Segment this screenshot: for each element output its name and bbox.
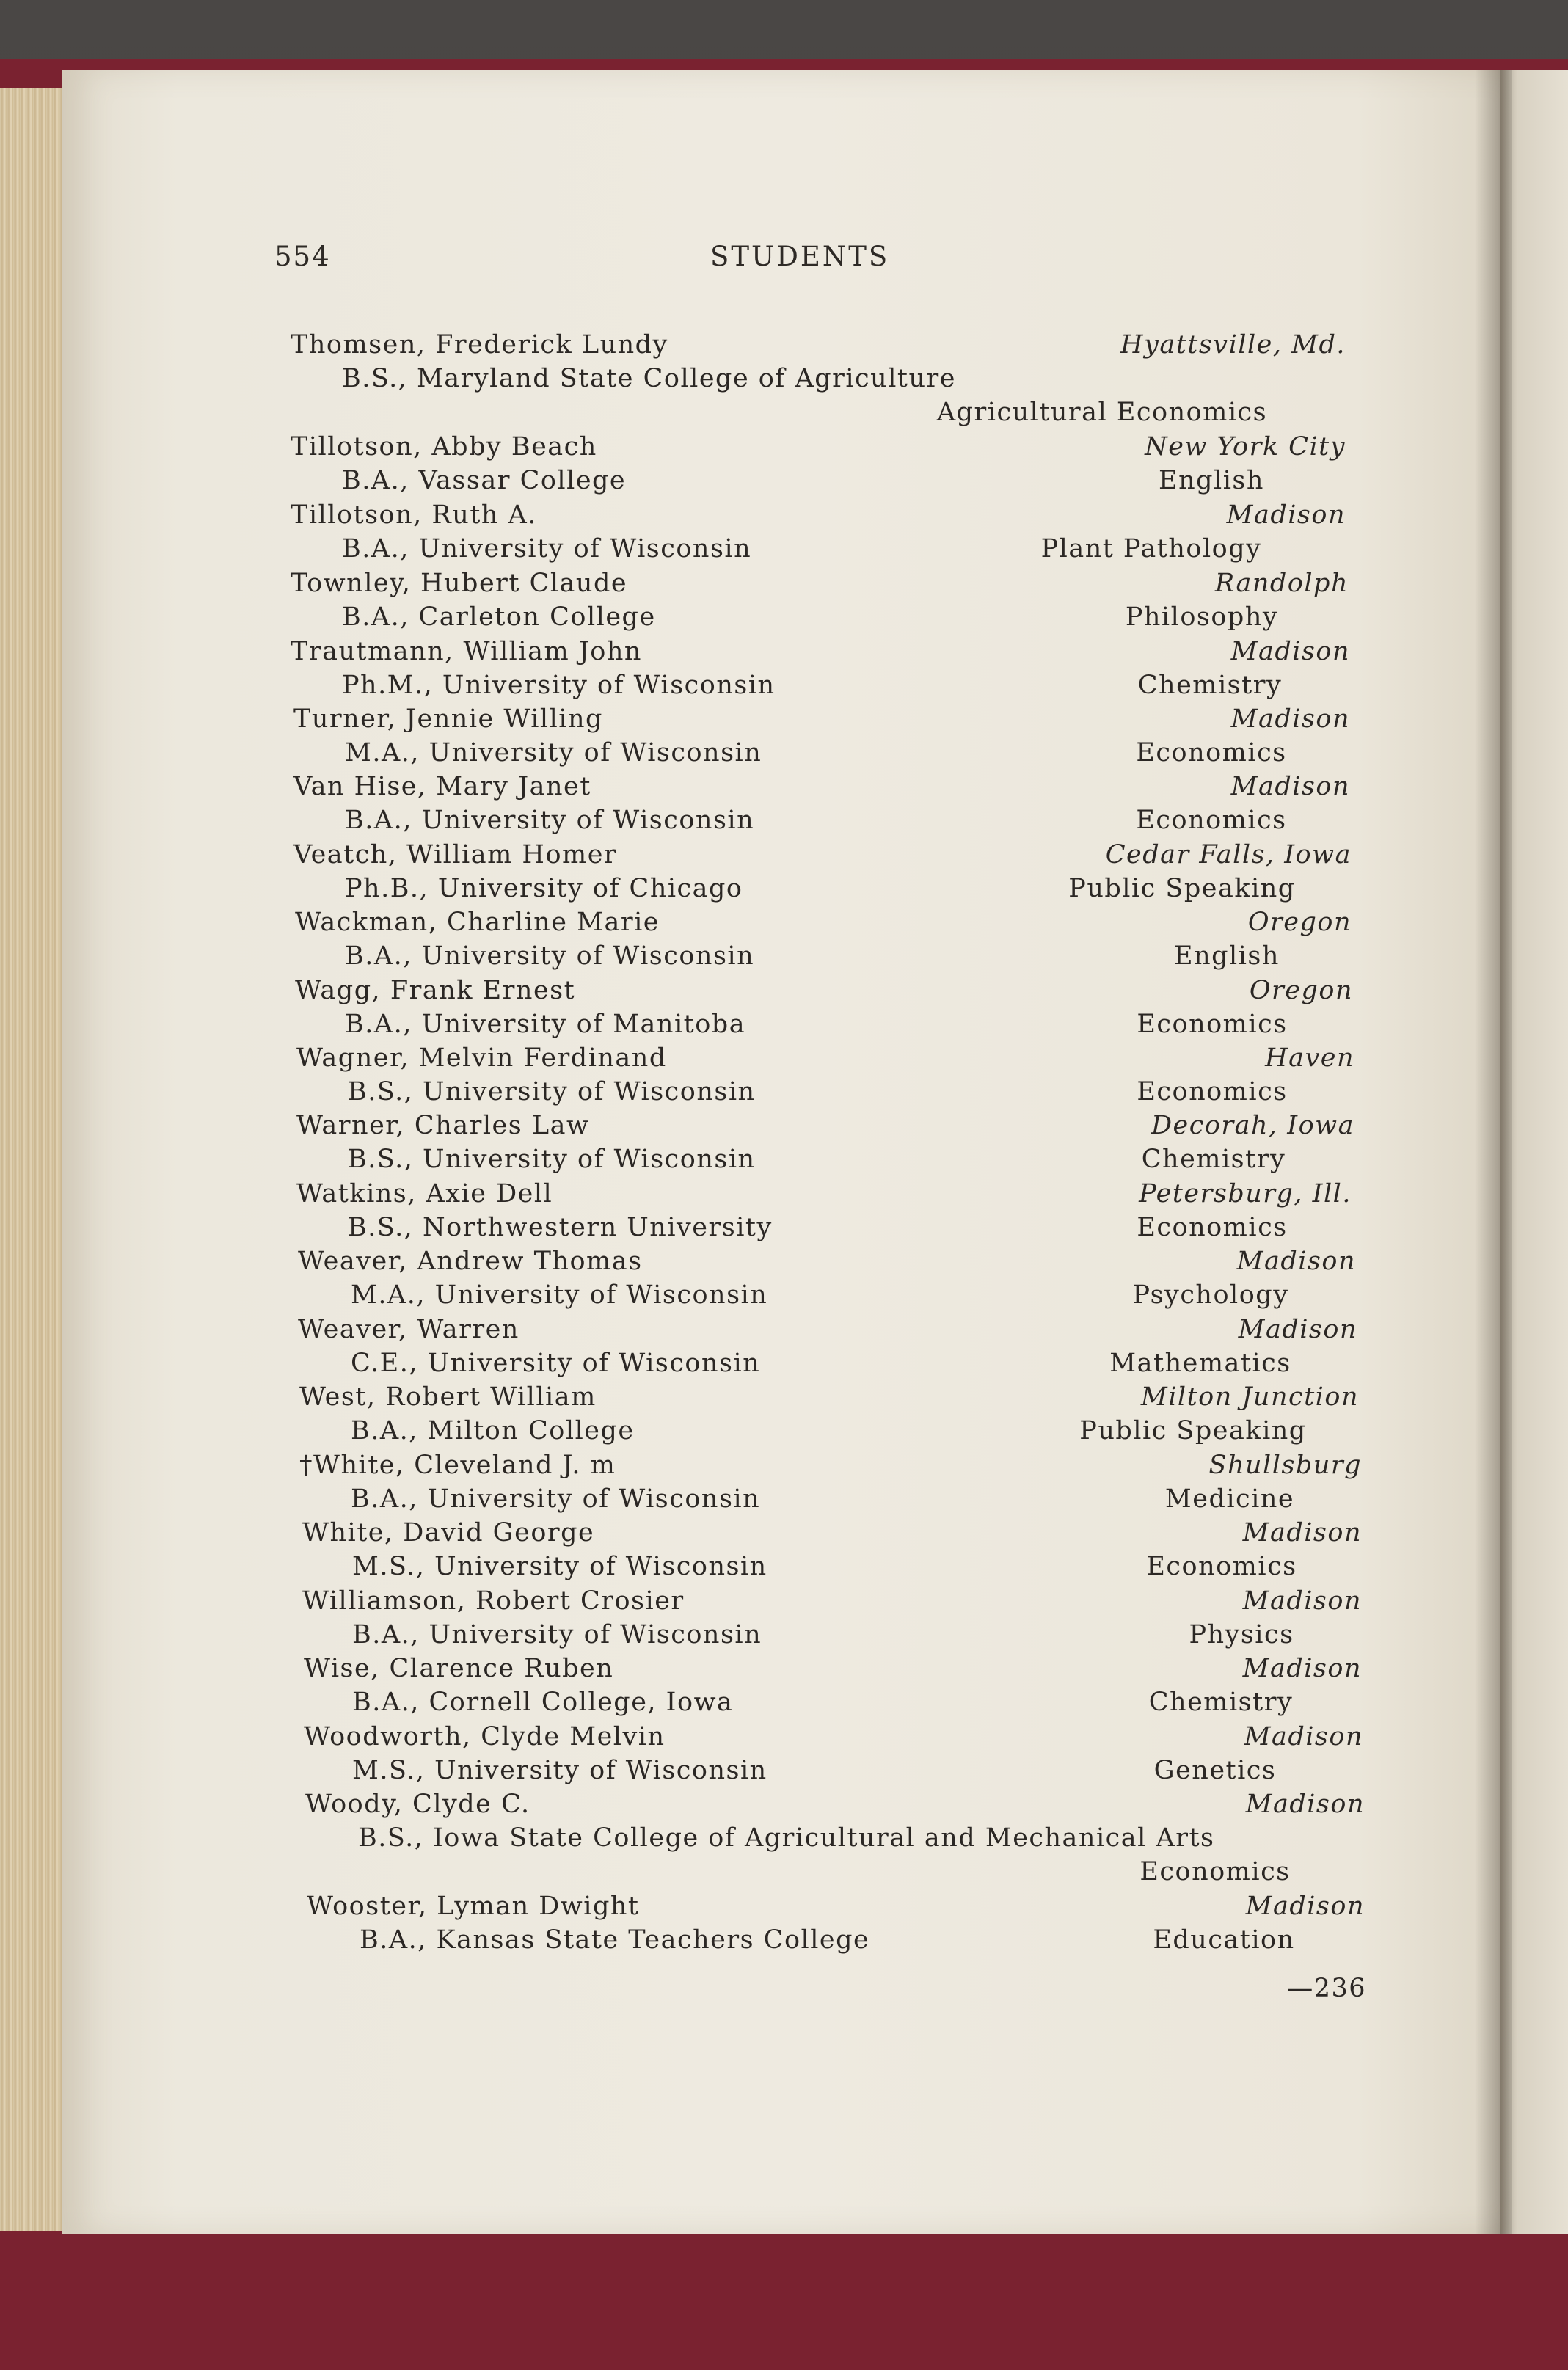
student-location: Shullsburg xyxy=(1208,1451,1362,1480)
student-name: West, Robert William xyxy=(299,1382,597,1412)
student-field: Philosophy xyxy=(1125,602,1279,632)
student-location: Decorah, Iowa xyxy=(1151,1111,1354,1140)
student-degree: B.A., University of Wisconsin xyxy=(342,534,752,564)
student-location: Madison xyxy=(1236,1247,1356,1276)
student-degree: B.A., Kansas State Teachers College xyxy=(360,1925,870,1955)
student-field: Chemistry xyxy=(1141,1145,1286,1174)
student-degree: Ph.M., University of Wisconsin xyxy=(342,671,776,700)
student-location: Madison xyxy=(1230,704,1350,734)
student-degree: B.A., Carleton College xyxy=(342,602,656,632)
student-field: Economics xyxy=(1146,1552,1297,1581)
student-name: Warner, Charles Law xyxy=(296,1111,590,1140)
student-degree: B.A., University of Wisconsin xyxy=(345,941,755,971)
student-degree: B.S., Iowa State College of Agricultural and Mechanical Arts xyxy=(358,1823,1215,1853)
student-location: Madison xyxy=(1242,1518,1362,1547)
student-degree: B.S., Maryland State College of Agriculture xyxy=(342,364,956,393)
student-field: Economics xyxy=(1139,1857,1291,1886)
student-name: Townley, Hubert Claude xyxy=(291,569,628,598)
student-field: Agricultural Economics xyxy=(936,398,1268,427)
student-field: Economics xyxy=(1136,738,1287,767)
student-name: Woody, Clyde C. xyxy=(305,1790,530,1819)
student-degree: Ph.B., University of Chicago xyxy=(345,874,743,903)
student-degree: B.A., University of Manitoba xyxy=(345,1010,746,1039)
student-location: Madison xyxy=(1245,1892,1365,1921)
student-field: Public Speaking xyxy=(1079,1416,1307,1445)
gutter-shadow xyxy=(1475,70,1512,2234)
student-degree: B.S., Northwestern University xyxy=(348,1213,773,1242)
student-name: Weaver, Warren xyxy=(298,1315,519,1344)
student-name: Wackman, Charline Marie xyxy=(295,908,660,937)
student-location: Hyattsville, Md. xyxy=(1120,330,1346,360)
student-degree: C.E., University of Wisconsin xyxy=(351,1349,761,1378)
student-field: Plant Pathology xyxy=(1040,534,1262,564)
student-name: †White, Cleveland J. m xyxy=(299,1451,616,1480)
student-name: Wise, Clarence Ruben xyxy=(304,1654,614,1683)
student-count: —236 xyxy=(1287,1974,1366,2003)
student-field: Genetics xyxy=(1153,1756,1277,1785)
student-location: Cedar Falls, Iowa xyxy=(1105,840,1352,869)
student-name: Tillotson, Abby Beach xyxy=(291,432,597,462)
student-location: Madison xyxy=(1226,500,1346,530)
student-location: Haven xyxy=(1265,1043,1354,1073)
student-field: English xyxy=(1174,941,1280,971)
student-name: Williamson, Robert Crosier xyxy=(302,1586,685,1616)
student-name: Van Hise, Mary Janet xyxy=(293,772,591,801)
student-degree: B.A., Vassar College xyxy=(342,466,627,495)
student-field: Psychology xyxy=(1132,1280,1289,1310)
student-degree: B.S., University of Wisconsin xyxy=(348,1145,756,1174)
student-degree: M.A., University of Wisconsin xyxy=(345,738,762,767)
student-degree: M.S., University of Wisconsin xyxy=(352,1552,767,1581)
student-location: New York City xyxy=(1145,432,1346,462)
student-name: Veatch, William Homer xyxy=(293,840,618,869)
student-field: English xyxy=(1159,466,1264,495)
student-field: Economics xyxy=(1136,806,1287,835)
student-field: Economics xyxy=(1137,1213,1288,1242)
student-degree: B.A., Cornell College, Iowa xyxy=(352,1688,734,1717)
student-field: Economics xyxy=(1137,1010,1288,1039)
student-field: Education xyxy=(1153,1925,1295,1955)
student-name: Turner, Jennie Willing xyxy=(293,704,603,734)
student-name: Wooster, Lyman Dwight xyxy=(307,1892,640,1921)
student-location: Madison xyxy=(1230,637,1350,666)
student-field: Chemistry xyxy=(1137,671,1283,700)
student-location: Madison xyxy=(1242,1586,1362,1616)
student-name: Watkins, Axie Dell xyxy=(296,1179,553,1208)
student-degree: B.A., University of Wisconsin xyxy=(352,1620,762,1649)
student-location: Milton Junction xyxy=(1140,1382,1359,1412)
student-name: Weaver, Andrew Thomas xyxy=(298,1247,643,1276)
student-field: Mathematics xyxy=(1109,1349,1291,1378)
student-location: Oregon xyxy=(1247,908,1352,937)
student-field: Physics xyxy=(1189,1620,1294,1649)
student-degree: M.A., University of Wisconsin xyxy=(351,1280,768,1310)
student-degree: B.A., University of Wisconsin xyxy=(351,1484,761,1514)
running-title: STUDENTS xyxy=(710,241,890,272)
student-name: Thomsen, Frederick Lundy xyxy=(291,330,668,360)
student-field: Economics xyxy=(1137,1077,1288,1106)
student-location: Madison xyxy=(1238,1315,1357,1344)
student-degree: B.S., University of Wisconsin xyxy=(348,1077,756,1106)
student-name: Trautmann, William John xyxy=(291,637,642,666)
student-name: Woodworth, Clyde Melvin xyxy=(304,1722,666,1751)
student-degree: B.A., University of Wisconsin xyxy=(345,806,755,835)
student-degree: M.S., University of Wisconsin xyxy=(352,1756,767,1785)
student-degree: B.A., Milton College xyxy=(351,1416,635,1445)
student-field: Public Speaking xyxy=(1068,874,1296,903)
student-location: Madison xyxy=(1230,772,1350,801)
student-name: Wagner, Melvin Ferdinand xyxy=(296,1043,667,1073)
student-location: Madison xyxy=(1242,1654,1362,1683)
student-location: Oregon xyxy=(1249,976,1353,1005)
student-name: Tillotson, Ruth A. xyxy=(291,500,537,530)
student-field: Chemistry xyxy=(1148,1688,1294,1717)
student-field: Medicine xyxy=(1164,1484,1295,1514)
student-location: Randolph xyxy=(1214,569,1349,598)
student-location: Petersburg, Ill. xyxy=(1139,1179,1352,1208)
student-name: White, David George xyxy=(302,1518,595,1547)
student-location: Madison xyxy=(1245,1790,1365,1819)
student-location: Madison xyxy=(1244,1722,1363,1751)
page-number: 554 xyxy=(274,241,331,272)
student-name: Wagg, Frank Ernest xyxy=(295,976,576,1005)
